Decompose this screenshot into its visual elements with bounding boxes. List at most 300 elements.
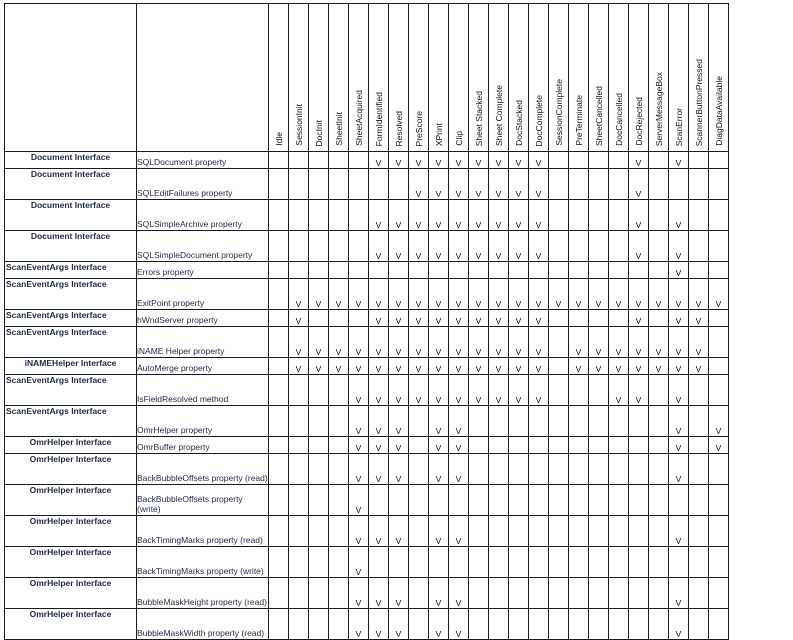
availability-cell [489, 406, 509, 437]
table-row [5, 454, 729, 485]
availability-cell [589, 454, 609, 485]
availability-cell [489, 516, 509, 547]
availability-cell [469, 485, 489, 516]
availability-cell [689, 406, 709, 437]
availability-cell: V [389, 358, 409, 375]
availability-cell: V [349, 358, 369, 375]
availability-cell: V [389, 578, 409, 609]
availability-cell [669, 169, 689, 200]
availability-cell [529, 454, 549, 485]
interface-cell: ScanEventArgs Interface [5, 375, 137, 406]
availability-cell [629, 262, 649, 279]
availability-cell [489, 485, 509, 516]
availability-cell [429, 547, 449, 578]
availability-cell: V [649, 358, 669, 375]
availability-cell: V [529, 279, 549, 310]
availability-cell [629, 578, 649, 609]
availability-cell [449, 262, 469, 279]
availability-cell: V [349, 609, 369, 640]
availability-cell [569, 547, 589, 578]
table-row [5, 485, 729, 516]
availability-cell [469, 547, 489, 578]
availability-cell: V [369, 152, 389, 169]
availability-cell [269, 609, 289, 640]
availability-cell [309, 310, 329, 327]
availability-cell [349, 200, 369, 231]
availability-cell: V [449, 169, 469, 200]
availability-cell: V [629, 200, 649, 231]
table-row [5, 437, 729, 454]
availability-cell [289, 152, 309, 169]
availability-cell: V [629, 152, 649, 169]
availability-cell [649, 169, 669, 200]
availability-cell [649, 516, 669, 547]
availability-cell: V [469, 169, 489, 200]
column-header [549, 4, 569, 152]
column-header-label: DocStacked [513, 100, 524, 146]
availability-cell: V [689, 358, 709, 375]
availability-cell [709, 358, 729, 375]
property-cell: AutoMerge property [137, 358, 269, 375]
availability-cell: V [669, 327, 689, 358]
availability-cell: V [509, 375, 529, 406]
availability-cell: V [389, 200, 409, 231]
availability-cell [289, 200, 309, 231]
availability-cell: V [369, 358, 389, 375]
availability-cell: V [469, 310, 489, 327]
header-corner-interface [5, 4, 137, 152]
column-header [369, 4, 389, 152]
availability-cell [529, 406, 549, 437]
availability-cell [409, 262, 429, 279]
availability-cell [489, 578, 509, 609]
interface-cell: Document Interface [5, 152, 137, 169]
availability-cell [609, 454, 629, 485]
availability-cell [709, 169, 729, 200]
availability-cell [689, 262, 709, 279]
availability-cell [309, 152, 329, 169]
availability-cell: V [369, 327, 389, 358]
column-header [329, 4, 349, 152]
availability-cell [269, 578, 289, 609]
availability-cell [329, 231, 349, 262]
availability-cell [489, 262, 509, 279]
availability-cell: V [669, 437, 689, 454]
availability-cell: V [629, 310, 649, 327]
availability-cell [569, 516, 589, 547]
availability-cell [569, 485, 589, 516]
availability-cell: V [429, 578, 449, 609]
availability-cell [629, 437, 649, 454]
availability-cell [689, 454, 709, 485]
interface-cell: OmrHelper Interface [5, 578, 137, 609]
availability-cell [709, 485, 729, 516]
availability-cell [349, 262, 369, 279]
availability-cell: V [409, 169, 429, 200]
availability-cell [289, 578, 309, 609]
column-header-label: ScannerButtonPressed [693, 58, 704, 146]
availability-cell: V [689, 279, 709, 310]
availability-cell [309, 609, 329, 640]
availability-cell: V [689, 310, 709, 327]
column-header [349, 4, 369, 152]
availability-cell [529, 485, 549, 516]
availability-cell [449, 485, 469, 516]
availability-cell: V [569, 358, 589, 375]
availability-cell [469, 516, 489, 547]
availability-cell [569, 310, 589, 327]
interface-cell: iNAMEHelper Interface [5, 358, 137, 375]
availability-cell [289, 485, 309, 516]
availability-cell [549, 454, 569, 485]
availability-cell: V [429, 279, 449, 310]
availability-cell [609, 547, 629, 578]
event-property-matrix [4, 3, 729, 640]
interface-cell: Document Interface [5, 231, 137, 262]
availability-cell [689, 152, 709, 169]
property-cell: SQLSimpleDocument property [137, 231, 269, 262]
availability-cell [589, 169, 609, 200]
availability-cell: V [429, 406, 449, 437]
availability-cell [329, 516, 349, 547]
availability-cell [469, 609, 489, 640]
availability-cell [309, 485, 329, 516]
availability-cell [389, 262, 409, 279]
availability-cell: V [349, 485, 369, 516]
availability-cell [329, 406, 349, 437]
availability-cell [329, 262, 349, 279]
availability-cell [449, 547, 469, 578]
column-header [489, 4, 509, 152]
availability-cell [689, 169, 709, 200]
availability-cell [409, 406, 429, 437]
availability-cell [269, 327, 289, 358]
availability-cell [269, 437, 289, 454]
availability-cell [589, 262, 609, 279]
availability-cell: V [609, 327, 629, 358]
availability-cell: V [569, 327, 589, 358]
availability-cell: V [329, 327, 349, 358]
availability-cell [549, 310, 569, 327]
availability-cell: V [669, 200, 689, 231]
availability-cell: V [509, 152, 529, 169]
availability-cell: V [529, 375, 549, 406]
availability-cell [569, 375, 589, 406]
availability-cell [689, 547, 709, 578]
availability-cell: V [669, 578, 689, 609]
availability-cell: V [409, 152, 429, 169]
availability-cell [269, 516, 289, 547]
availability-cell [469, 262, 489, 279]
availability-cell: V [489, 200, 509, 231]
availability-cell: V [489, 375, 509, 406]
column-header [689, 4, 709, 152]
availability-cell [569, 169, 589, 200]
availability-cell [269, 262, 289, 279]
availability-cell [509, 609, 529, 640]
column-header-label: DiagDataAvailable [713, 76, 724, 146]
availability-cell [709, 327, 729, 358]
availability-cell [329, 169, 349, 200]
availability-cell [689, 609, 709, 640]
column-header [589, 4, 609, 152]
availability-cell [309, 262, 329, 279]
availability-cell: V [469, 200, 489, 231]
availability-cell [369, 547, 389, 578]
availability-cell: V [529, 231, 549, 262]
interface-cell: ScanEventArgs Interface [5, 279, 137, 310]
matrix-body [5, 152, 729, 640]
availability-cell [289, 262, 309, 279]
availability-cell [609, 262, 629, 279]
availability-cell: V [709, 406, 729, 437]
availability-cell [629, 406, 649, 437]
availability-cell [689, 485, 709, 516]
availability-cell [709, 375, 729, 406]
column-header-label: Sheet Complete [493, 85, 504, 146]
availability-cell [269, 454, 289, 485]
property-cell: BubbleMaskWidth property (read) [137, 609, 269, 640]
availability-cell: V [409, 375, 429, 406]
availability-cell [609, 609, 629, 640]
availability-cell [569, 231, 589, 262]
availability-cell: V [449, 152, 469, 169]
availability-cell [649, 231, 669, 262]
availability-cell [269, 169, 289, 200]
column-header [309, 4, 329, 152]
availability-cell: V [289, 327, 309, 358]
column-header-label: SessionInit [293, 104, 304, 146]
availability-cell: V [389, 437, 409, 454]
column-header-label: PreTerminate [573, 95, 584, 146]
availability-cell: V [569, 279, 589, 310]
interface-cell: OmrHelper Interface [5, 609, 137, 640]
availability-cell [489, 547, 509, 578]
availability-cell [649, 437, 669, 454]
availability-cell: V [449, 375, 469, 406]
table-row [5, 358, 729, 375]
availability-cell: V [429, 516, 449, 547]
availability-cell: V [669, 152, 689, 169]
property-cell: BackBubbleOffsets property (read) [137, 454, 269, 485]
table-row [5, 231, 729, 262]
column-header-row [5, 4, 729, 152]
interface-cell: ScanEventArgs Interface [5, 406, 137, 437]
availability-cell [309, 547, 329, 578]
availability-cell [549, 358, 569, 375]
availability-cell [429, 485, 449, 516]
availability-cell [369, 262, 389, 279]
availability-cell [709, 578, 729, 609]
table-row [5, 262, 729, 279]
availability-cell [289, 547, 309, 578]
availability-cell [289, 406, 309, 437]
property-cell: BackTimingMarks property (write) [137, 547, 269, 578]
availability-cell [389, 169, 409, 200]
availability-cell [349, 169, 369, 200]
availability-cell [689, 437, 709, 454]
availability-cell [269, 279, 289, 310]
availability-cell [589, 406, 609, 437]
interface-cell: ScanEventArgs Interface [5, 327, 137, 358]
availability-cell [629, 609, 649, 640]
availability-cell: V [489, 169, 509, 200]
property-cell: hWndServer property [137, 310, 269, 327]
availability-cell: V [429, 310, 449, 327]
availability-cell [709, 152, 729, 169]
interface-cell: ScanEventArgs Interface [5, 262, 137, 279]
availability-cell [609, 200, 629, 231]
availability-cell [409, 578, 429, 609]
column-header [709, 4, 729, 152]
availability-cell: V [389, 375, 409, 406]
availability-cell [549, 169, 569, 200]
availability-cell: V [369, 437, 389, 454]
availability-cell: V [669, 262, 689, 279]
column-header-label: DocCancelled [613, 93, 624, 146]
availability-cell: V [489, 310, 509, 327]
availability-cell: V [449, 609, 469, 640]
availability-cell: V [349, 516, 369, 547]
availability-cell: V [469, 327, 489, 358]
availability-cell [589, 516, 609, 547]
availability-cell [649, 152, 669, 169]
availability-cell: V [309, 327, 329, 358]
availability-cell [509, 406, 529, 437]
availability-cell [589, 152, 609, 169]
availability-cell [549, 547, 569, 578]
availability-cell [329, 375, 349, 406]
availability-cell: V [389, 279, 409, 310]
availability-cell: V [389, 406, 409, 437]
availability-cell: V [449, 327, 469, 358]
availability-cell [469, 406, 489, 437]
availability-cell [649, 547, 669, 578]
availability-cell [589, 578, 609, 609]
column-header-label: PreScore [413, 110, 424, 146]
availability-cell: V [309, 279, 329, 310]
availability-cell: V [689, 327, 709, 358]
availability-cell: V [369, 375, 389, 406]
availability-cell [629, 547, 649, 578]
availability-cell: V [369, 279, 389, 310]
availability-cell: V [389, 454, 409, 485]
availability-cell: V [349, 547, 369, 578]
availability-cell [289, 375, 309, 406]
availability-cell [409, 547, 429, 578]
availability-cell: V [529, 200, 549, 231]
availability-cell [309, 437, 329, 454]
availability-cell [269, 485, 289, 516]
availability-cell [709, 310, 729, 327]
column-header [269, 4, 289, 152]
column-header [609, 4, 629, 152]
availability-cell [549, 200, 569, 231]
availability-cell: V [489, 358, 509, 375]
column-header [449, 4, 469, 152]
availability-cell [589, 485, 609, 516]
availability-cell [409, 437, 429, 454]
column-header [629, 4, 649, 152]
table-row [5, 327, 729, 358]
interface-cell: Document Interface [5, 169, 137, 200]
availability-cell [609, 406, 629, 437]
availability-cell [609, 437, 629, 454]
availability-cell [329, 547, 349, 578]
availability-cell [309, 406, 329, 437]
property-cell: Errors property [137, 262, 269, 279]
availability-cell [649, 375, 669, 406]
availability-cell [649, 262, 669, 279]
availability-cell [649, 609, 669, 640]
availability-cell [269, 152, 289, 169]
availability-cell [289, 169, 309, 200]
property-cell: SQLDocument property [137, 152, 269, 169]
table-row [5, 310, 729, 327]
table-row [5, 609, 729, 640]
availability-cell: V [429, 152, 449, 169]
availability-cell: V [349, 578, 369, 609]
availability-cell [489, 609, 509, 640]
table-row [5, 578, 729, 609]
availability-cell: V [409, 358, 429, 375]
availability-cell [689, 578, 709, 609]
availability-cell [549, 262, 569, 279]
availability-cell: V [369, 310, 389, 327]
availability-cell: V [429, 231, 449, 262]
availability-cell [329, 152, 349, 169]
column-header-label: SheetAcquired [353, 90, 364, 146]
availability-cell [509, 578, 529, 609]
availability-cell: V [469, 375, 489, 406]
availability-cell [609, 516, 629, 547]
availability-cell: V [409, 327, 429, 358]
availability-cell: V [669, 358, 689, 375]
availability-cell [649, 406, 669, 437]
availability-cell: V [429, 327, 449, 358]
availability-cell: V [389, 152, 409, 169]
availability-cell [589, 547, 609, 578]
availability-cell [649, 578, 669, 609]
availability-cell [689, 516, 709, 547]
availability-cell [589, 231, 609, 262]
availability-cell: V [709, 437, 729, 454]
availability-cell [629, 454, 649, 485]
availability-cell [689, 200, 709, 231]
availability-cell [529, 578, 549, 609]
availability-cell: V [629, 279, 649, 310]
table-row [5, 279, 729, 310]
availability-cell [389, 485, 409, 516]
availability-cell: V [449, 578, 469, 609]
availability-cell [549, 437, 569, 454]
availability-cell [569, 406, 589, 437]
availability-cell: V [529, 310, 549, 327]
availability-cell: V [449, 310, 469, 327]
column-header-label: XPrint [433, 122, 444, 146]
availability-cell: V [449, 279, 469, 310]
availability-cell [409, 516, 429, 547]
availability-cell: V [429, 200, 449, 231]
availability-cell [529, 516, 549, 547]
availability-cell [309, 169, 329, 200]
availability-cell [569, 454, 589, 485]
availability-cell: V [369, 609, 389, 640]
availability-cell: V [589, 327, 609, 358]
availability-cell [589, 437, 609, 454]
availability-cell: V [629, 327, 649, 358]
column-header [289, 4, 309, 152]
